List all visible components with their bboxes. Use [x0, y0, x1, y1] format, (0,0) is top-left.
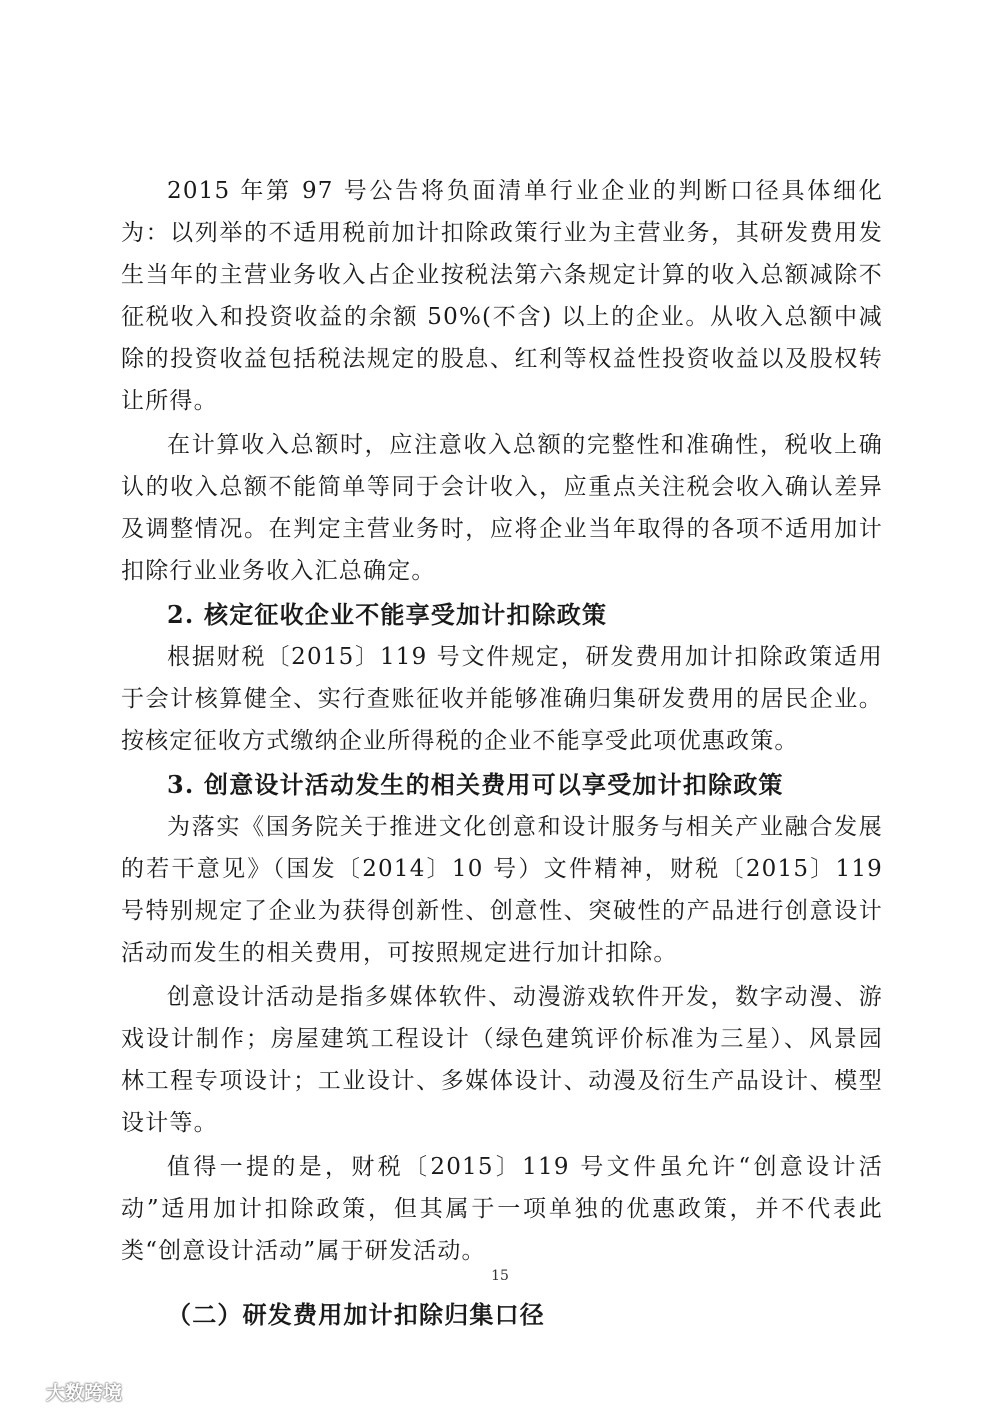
paragraph-creative-design-scope: 创意设计活动是指多媒体软件、动漫游戏软件开发，数字动漫、游戏设计制作；房屋建筑工程设计（绿色建筑评价标准为三星）、风景园林工程专项设计；工业设计、多媒体设计、动漫及衍生产品设计、模型设计等。 [121, 984, 883, 1136]
document-body [121, 170, 883, 1336]
heading-deemed-levy: 2. 核定征收企业不能享受加计扣除政策 [167, 600, 608, 629]
wechat-bubble-icon [8, 1381, 42, 1403]
section-heading: （二）研发费用加计扣除归集口径 [167, 1300, 545, 1329]
paragraph-deemed-levy: 根据财税〔2015〕119 号文件规定，研发费用加计扣除政策适用于会计核算健全、实行查账征收并能够准确归集研发费用的居民企业。按核定征收方式缴纳企业所得税的企业不能享受此项优惠政策。 [121, 644, 883, 754]
paragraph-total-income: 在计算收入总额时，应注意收入总额的完整性和准确性，税收上确认的收入总额不能简单等同于会计收入，应重点关注税会收入确认差异及调整情况。在判定主营业务时，应将企业当年取得的各项不适用加计扣除行业业务收入汇总确定。 [121, 432, 883, 584]
watermark [8, 1378, 122, 1405]
paragraph-negative-list: 2015 年第 97 号公告将负面清单行业企业的判断口径具体细化为：以列举的不适用税前加计扣除政策行业为主营业务，其研发费用发生当年的主营业务收入占企业按税法第六条规定计算的收入总额减除不征税收入和投资收益的余额 50%(不含) 以上的企业。从收入总额中减除的投资收益包括税法规定的股息、红利等权益性投资收益以及股权转让所得。 [121, 178, 883, 414]
heading-creative-design: 3. 创意设计活动发生的相关费用可以享受加计扣除政策 [167, 770, 784, 799]
paragraph-creative-design-note: 值得一提的是，财税〔2015〕119 号文件虽允许“创意设计活动”适用加计扣除政策，但其属于一项单独的优惠政策，并不代表此类“创意设计活动”属于研发活动。 [121, 1154, 883, 1264]
paragraph-creative-design-policy: 为落实《国务院关于推进文化创意和设计服务与相关产业融合发展的若干意见》（国发〔2014〕10 号）文件精神，财税〔2015〕119 号特别规定了企业为获得创新性、创意性、突破性的产品进行创意设计活动而发生的相关费用，可按照规定进行加计扣除。 [121, 814, 883, 966]
watermark-text: 大数跨境 [46, 1382, 123, 1404]
page-number: 15 [491, 1268, 509, 1284]
